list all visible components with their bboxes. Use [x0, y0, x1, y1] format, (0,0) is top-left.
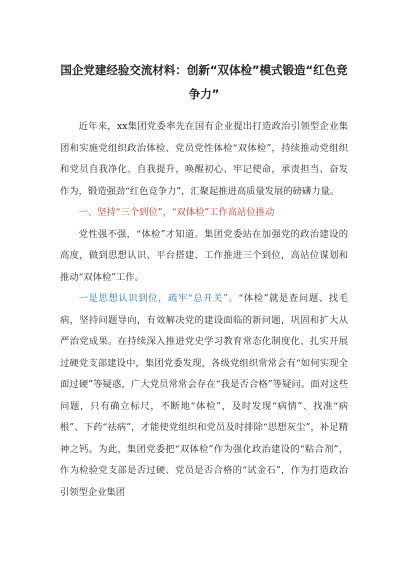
section-paragraph: 党性强不强，“体检”才知道。集团党委站在加强党的政治建设的高度，做到思想认识、平台搭建、工作推进三个到位，高站位谋划和推动“双体检”工作。: [60, 228, 348, 283]
document-title: 国企党建经验交流材料：创新“双体检”模式锻造“红色竞争力”: [60, 63, 348, 101]
intro-paragraph: 近年来，xx集团党委率先在国有企业提出打造政治引领型企业集团和实施党组织政治体检、党员党性体检“双体检”，持续推动党组织和党员自我净化、自我提升，唤醒初心、牢记使命，承责担当、奋发作为，锻造强劲“红色竞争力”，汇聚起推进高质量发展的磅礴力量。: [60, 121, 348, 197]
subsection-heading: 一是思想认识到位，疏牢“总开关”。: [78, 293, 239, 304]
subsection-paragraph: [60, 288, 348, 503]
section-heading: 一、坚持“三个到位”，“双体检”工作高站位推动: [78, 207, 275, 218]
subsection-body: “体检”就是查问题、找毛病，坚持问题导向，有效解决党的建设面临的新问题，巩固和扩大从严治党成果。在持续深入推进党史学习教育常态化制度化、扎实开展过硬党支部建设中，集团党委发现，各级党组织常常会有“如何实现全面过硬”等疑惑，广大党员常常会存在“我是否合格”等疑问。面对这些问题，只有确立标尺，不断地“体检”，及时发现“病情”、找准“病根”、下药“祛病”，才能使党组织和党员及时排除“思想灰尘”，补足精神之钙。为此，集团党委把“双体检”作为强化政治建设的“粘合剂”，作为检验党支部是否过硬、党员是否合格的“试金石”，作为打造政治引领型企业集团: [60, 293, 348, 498]
